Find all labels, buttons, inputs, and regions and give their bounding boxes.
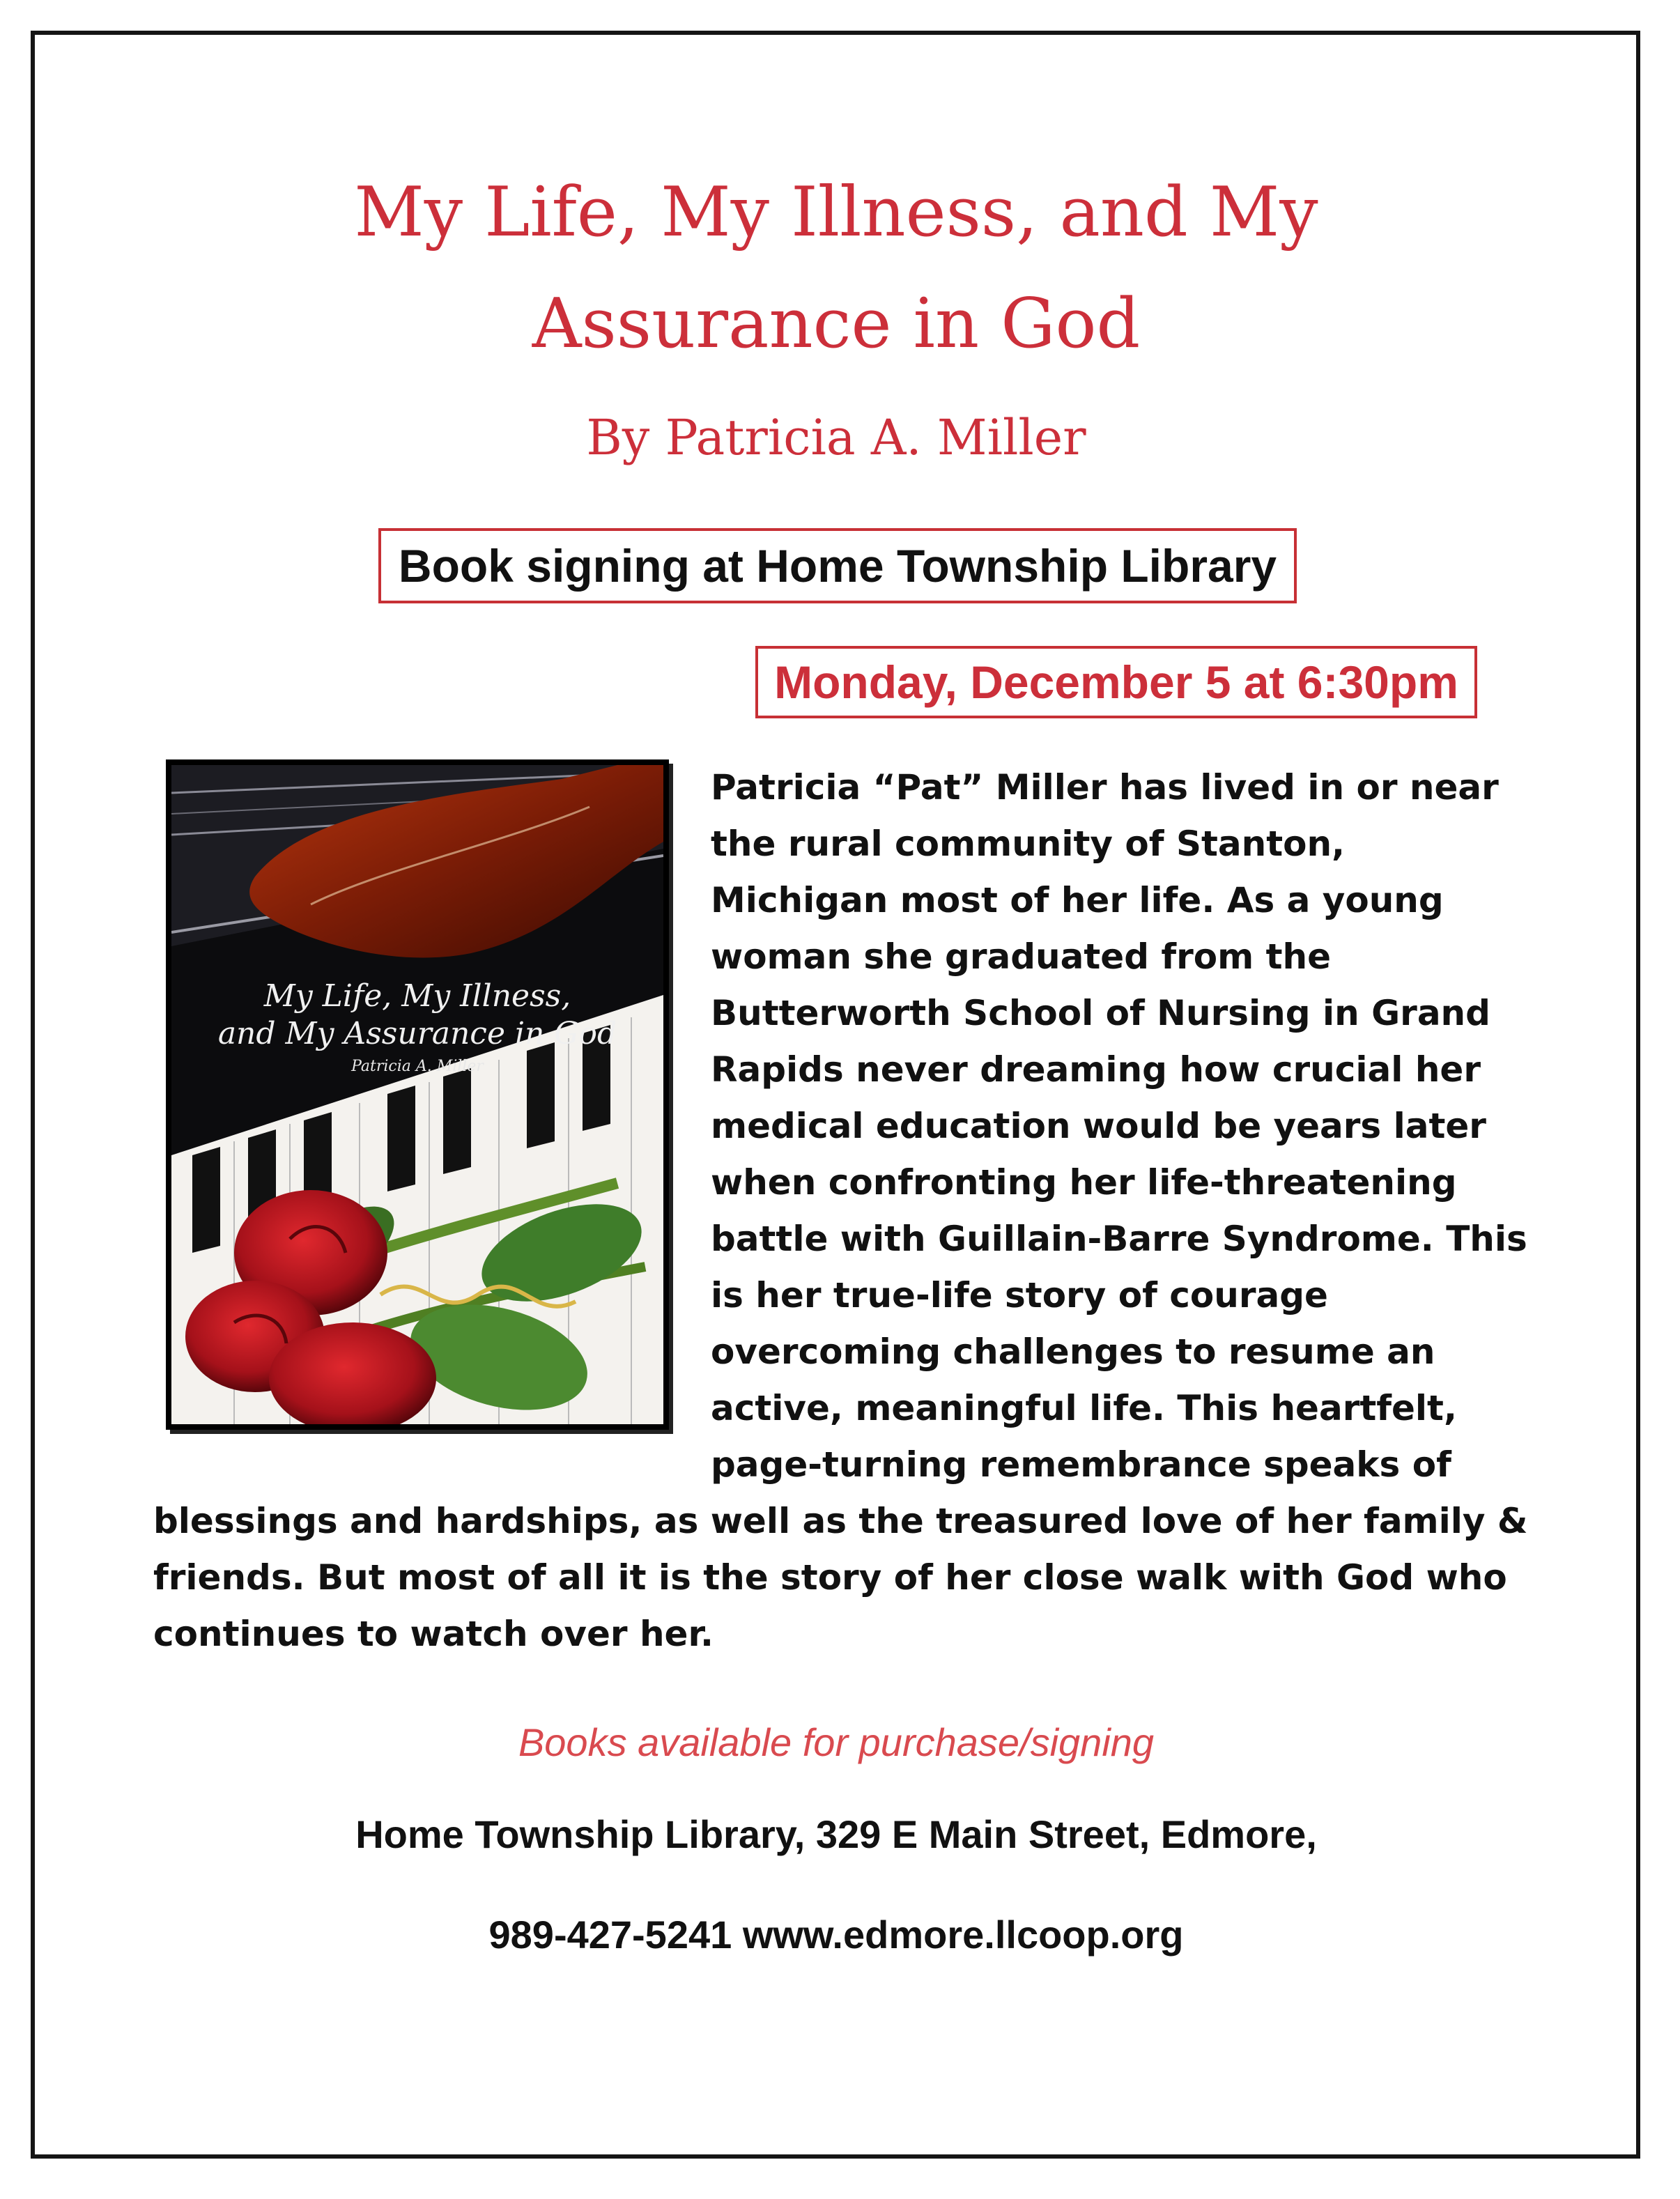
event-box: Book signing at Home Township Library: [378, 528, 1297, 603]
cover-title: [171, 978, 663, 1053]
desc-line: is her true-life story of courage: [711, 1275, 1328, 1315]
book-cover-art: [171, 765, 663, 1424]
author-byline: By Patricia A. Miller: [586, 409, 1086, 466]
cover-title-line-2: and My Assurance in God: [217, 1016, 617, 1051]
flyer-title: [209, 157, 1463, 380]
book-cover-image: [166, 759, 669, 1430]
desc-line: continues to watch over her.: [153, 1614, 714, 1654]
desc-line: friends. But most of all it is the story of her close walk with God who: [153, 1557, 1507, 1598]
cover-title-line-1: My Life, My Illness,: [263, 978, 571, 1014]
desc-line: blessings and hardships, as well as the treasured love of her family &: [153, 1501, 1528, 1541]
desc-line: the rural community of Stanton,: [711, 824, 1346, 864]
desc-line: page-turning remembrance speaks of: [711, 1444, 1451, 1485]
desc-line: active, meaningful life. This heartfelt,: [711, 1388, 1457, 1428]
desc-line: overcoming challenges to resume an: [711, 1332, 1435, 1372]
desc-line: battle with Guillain-Barre Syndrome. This: [711, 1219, 1527, 1259]
desc-line: Rapids never dreaming how crucial her: [711, 1049, 1481, 1090]
date-box: Monday, December 5 at 6:30pm: [755, 646, 1477, 718]
library-address: Home Township Library, 329 E Main Street, Edmore,: [355, 1812, 1317, 1856]
description-text-full: [153, 1493, 1547, 1662]
description-text-right: [711, 759, 1554, 1493]
title-line-1: My Life, My Illness, and My: [354, 173, 1318, 252]
desc-line: Patricia “Pat” Miller has lived in or near: [711, 767, 1499, 808]
title-line-2: Assurance in God: [532, 284, 1141, 364]
desc-line: woman she graduated from the: [711, 936, 1332, 977]
desc-line: Michigan most of her life. As a young: [711, 880, 1444, 920]
desc-line: medical education would be years later: [711, 1106, 1486, 1146]
desc-line: when confronting her life-threatening: [711, 1162, 1457, 1203]
availability-note: Books available for purchase/signing: [518, 1720, 1155, 1764]
desc-line: Butterworth School of Nursing in Grand: [711, 993, 1490, 1033]
library-contact: 989-427-5241 www.edmore.llcoop.org: [488, 1913, 1184, 1957]
cover-author: Patricia A. Miller: [351, 1058, 484, 1075]
